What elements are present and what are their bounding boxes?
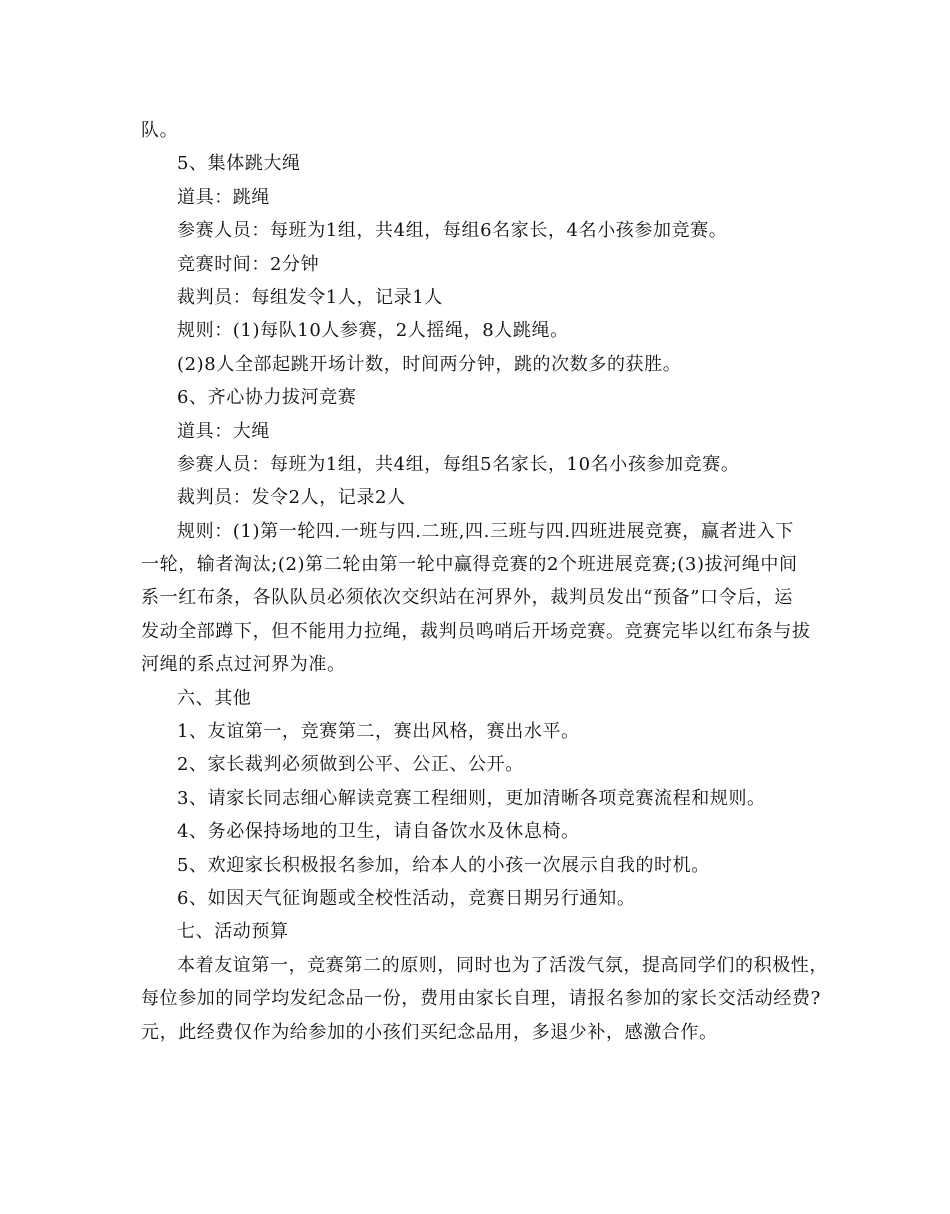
text-line: 裁判员：发令2人，记录2人 <box>177 487 406 509</box>
text-line: (2)8人全部起跳开场计数，时间两分钟，跳的次数多的获胜。 <box>177 353 682 375</box>
list-item: 2、家长裁判必须做到公平、公正、公开。 <box>177 754 524 776</box>
text-line: 本着友谊第一，竞赛第二的原则，同时也为了活泼气氛，提高同学们的积极性， <box>177 954 828 976</box>
text-line: 队。 <box>141 120 179 141</box>
text-line: 元，此经费仅作为给参加的小孩们买纪念品用，多退少补，感激合作。 <box>141 1021 718 1043</box>
list-item: 5、欢迎家长积极报名参加，给本人的小孩一次展示自我的时机。 <box>177 854 710 876</box>
text-line: 道具：跳绳 <box>177 186 270 208</box>
section-heading-budget: 七、活动预算 <box>177 921 289 943</box>
text-line: 规则：(1)第一轮四.一班与四.二班,四.三班与四.四班进展竞赛，赢者进入下 <box>177 520 794 542</box>
list-item: 6、如因天气征询题或全校性活动，竞赛日期另行通知。 <box>177 887 636 909</box>
list-item: 4、务必保持场地的卫生，请自备饮水及休息椅。 <box>177 821 580 843</box>
text-line: 竞赛时间：2分钟 <box>177 253 320 275</box>
text-line: 裁判员：每组发令1人，记录1人 <box>177 286 443 308</box>
text-line: 一轮，输者淘汰;(2)第二轮由第一轮中赢得竞赛的2个班进展竞赛;(3)拔河绳中间 <box>141 554 798 576</box>
text-line: 系一红布条，各队队员必须依次交织站在河界外，裁判员发出“预备”口令后，运 <box>141 587 794 609</box>
section-heading-other: 六、其他 <box>177 687 252 709</box>
text-line: 参赛人员：每班为1组，共4组，每组5名家长，10名小孩参加竞赛。 <box>177 453 740 475</box>
text-line: 河绳的系点过河界为准。 <box>141 654 346 676</box>
list-item: 1、友谊第一，竞赛第二，赛出风格，赛出水平。 <box>177 721 580 743</box>
section-heading-group-rope-jump: 5、集体跳大绳 <box>177 153 301 175</box>
list-item: 3、请家长同志细心解读竞赛工程细则，更加清晰各项竞赛流程和规则。 <box>177 787 766 809</box>
document-page <box>141 114 828 1049</box>
text-line: 道具：大绳 <box>177 420 270 442</box>
text-line: 参赛人员：每班为1组，共4组，每组6名家长，4名小孩参加竞赛。 <box>177 220 728 242</box>
section-heading-tug-of-war: 6、齐心协力拔河竞赛 <box>177 387 357 409</box>
text-line: 规则：(1)每队10人参赛，2人摇绳，8人跳绳。 <box>177 320 569 342</box>
text-line: 每位参加的同学均发纪念品一份，费用由家长自理，请报名参加的家长交活动经费? <box>141 988 821 1010</box>
text-line: 发动全部蹲下，但不能用力拉绳，裁判员鸣哨后开场竞赛。竞赛完毕以红布条与拔 <box>141 620 811 642</box>
